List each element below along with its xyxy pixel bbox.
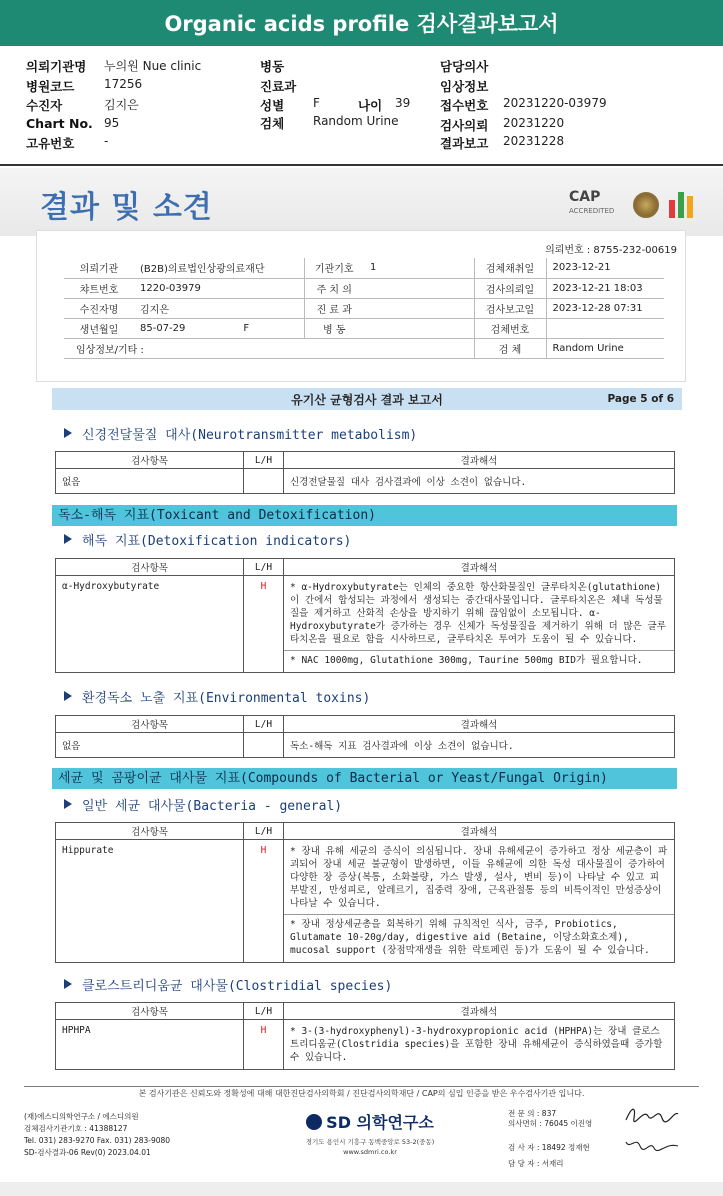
table-header-row: [56, 823, 675, 840]
patient-key: 임상정보/기타 :: [64, 338, 474, 358]
patient-value: [546, 318, 664, 338]
section-heading-text: 환경독소 노출 지표(Environmental toxins): [82, 691, 371, 706]
item-cell: HPHPA: [56, 1020, 244, 1070]
header-value: F: [313, 96, 320, 110]
header-label: 담당의사: [440, 59, 489, 74]
triangle-bullet-icon: [64, 799, 72, 809]
col-header: L/H: [244, 1003, 284, 1020]
page-indicator: Page 5 of 6: [607, 393, 674, 405]
triangle-bullet-icon: [64, 691, 72, 701]
header-label: 검사의뢰: [440, 118, 489, 133]
footer-divider: [24, 1086, 699, 1087]
patient-value: [364, 278, 474, 298]
item-cell: Hippurate: [56, 840, 244, 963]
cap-logo-subtext: ACCREDITED: [569, 207, 615, 215]
col-header: 검사항목: [56, 559, 244, 576]
header-info: [0, 50, 723, 164]
col-header: 검사항목: [56, 452, 244, 469]
header-value: 김지은: [104, 98, 139, 112]
birthdate: 85-07-29: [140, 322, 186, 334]
lab-logo-icon: [669, 192, 695, 218]
flag-cell: H: [244, 1020, 284, 1070]
report-title: Organic acids profile 검사결과보고서: [0, 0, 723, 46]
patient-value: 김지은: [134, 298, 304, 318]
patient-value: 2023-12-21: [546, 258, 664, 278]
item-cell: 없음: [56, 733, 244, 758]
patient-key: 수진자명: [64, 298, 134, 318]
result-table: [55, 715, 675, 758]
col-header: 검사항목: [56, 823, 244, 840]
section-heading: [64, 687, 370, 706]
patient-key: 검 체: [474, 338, 546, 358]
patient-key: 챠트번호: [64, 278, 134, 298]
section-heading-text: 클로스트리디움균 대사물(Clostridial species): [82, 979, 393, 994]
signature-image: [622, 1132, 682, 1154]
lab-address: 경기도 용인시 기흥구 동백중앙로 53-2(중동): [305, 1138, 435, 1146]
col-header: 결과해석: [284, 716, 675, 733]
table-row: [56, 1020, 675, 1070]
section-heading: [64, 975, 392, 994]
header-label: 의뢰기관명: [26, 59, 87, 74]
result-note: * 장내 유해 세균의 증식이 의심됩니다. 장내 유해세균이 증가하고 정상 세균층이 파괴되어 장내 세균 불균형이 발생하면, 이들 유해균에 의한 독성 대사물질이 증가하여 다양한 장 증상(복통, 소화불량, 가스 발생, 설사, 변비 등)이 나타날 수 있고 피부발진, 만성피로, 알레르기, 집중력 장애, 근육관절통 등의 비특이적인 만성증상이 나타날 수 있습니다.: [290, 846, 668, 909]
result-cell: [284, 576, 675, 673]
patient-value: 1: [364, 258, 474, 278]
patient-value: Random Urine: [546, 338, 664, 358]
patient-table: [64, 258, 664, 359]
table-header-row: [56, 1003, 675, 1020]
lab-name: SD 의학연구소: [326, 1113, 434, 1132]
patient-value: 2023-12-21 18:03: [546, 278, 664, 298]
lab-brand: [290, 1110, 450, 1156]
flag-cell: [244, 733, 284, 758]
patient-value: (B2B)의료법인상광의료재단: [134, 258, 304, 278]
patient-value: 2023-12-28 07:31: [546, 298, 664, 318]
flag-cell: [244, 469, 284, 494]
request-number: 의뢰번호 : 8755-232-00619: [545, 245, 677, 256]
sex: F: [243, 322, 250, 334]
result-cell: [284, 1020, 675, 1070]
signatory-line: 전 문 의 : 837: [508, 1109, 557, 1118]
cap-logo: [569, 190, 623, 220]
signatories: [508, 1106, 592, 1172]
signatory-line: 의사면허 : 76045 이진영: [508, 1119, 593, 1128]
result-table: [55, 822, 675, 963]
section-heading: [64, 424, 417, 443]
header-label: 병동: [260, 59, 285, 74]
col-header: 결과해석: [284, 452, 675, 469]
patient-value: [364, 318, 474, 338]
signature-image: [622, 1104, 682, 1126]
header-value: 20231228: [503, 134, 565, 148]
header-divider: [0, 164, 723, 166]
header-label: 임상정보: [440, 79, 489, 94]
table-header-row: [56, 559, 675, 576]
result-note: * 3-(3-hydroxyphenyl)-3-hydroxypropionic acid (HPHPA)는 장내 클로스트리디움균(Clostridia species)을 포함한 장내 유해세균이 증식하였을때 증가할 수 있습니다.: [290, 1026, 663, 1063]
header-label: 성별: [260, 98, 285, 113]
seal-icon: [633, 192, 659, 218]
header-label: Chart No.: [26, 116, 93, 131]
patient-key: 검사보고일: [474, 298, 546, 318]
header-label: 진료과: [260, 79, 297, 94]
result-cell: 독소-해독 지표 검사결과에 이상 소견이 없습니다.: [284, 733, 675, 758]
col-header: 결과해석: [284, 1003, 675, 1020]
table-header-row: [56, 716, 675, 733]
patient-value: [364, 298, 474, 318]
result-note: * α-Hydroxybutyrate는 인체의 중요한 항산화물질인 글루타치온(glutathione)이 간에서 합성되는 과정에서 생성되는 중간대사물입니다. 글루타치온은 체내 독성물질을 제거하고 산화적 손상을 방지하기 위해 끊임없이 소모됩니다. α-Hydroxybutyrate가 증가하는 경우 신체가 독성물질을 제거하기 위해 더 많은 글루타치온을 필요로 함을 시사하므로, 글루타치온 투여가 도움이 될 수 있습니다.: [290, 582, 666, 645]
table-row: [64, 298, 664, 318]
result-recommendation: * 장내 정상세균총을 회복하기 위해 규칙적인 식사, 금주, Probiotics, Glutamate 10-20g/day, digestive aid (Betaine, 이당소화효소제), mucosal support (장점막재생을 위한 락토페린 등)가 도움이 될 수 있습니다.: [284, 914, 674, 957]
col-header: L/H: [244, 716, 284, 733]
patient-key: 검체번호: [474, 318, 546, 338]
patient-value: [134, 318, 304, 338]
category-bar: 세균 및 곰팡이균 대사물 지표(Compounds of Bacterial or Yeast/Fungal Origin): [52, 768, 677, 789]
header-value: 20231220: [503, 116, 565, 130]
result-recommendation: * NAC 1000mg, Glutathione 300mg, Taurine 500mg BID가 필요합니다.: [284, 650, 674, 667]
col-header: 검사항목: [56, 716, 244, 733]
signatory-line: 담 당 자 : 서재리: [508, 1159, 564, 1168]
lab-logo: [290, 1110, 450, 1133]
header-label: 검체: [260, 116, 285, 131]
header-label: 병원코드: [26, 79, 75, 94]
lab-contact-line: (재)에스디의학연구소 / 에스디의원: [24, 1112, 139, 1121]
col-header: 검사항목: [56, 1003, 244, 1020]
header-label: 나이: [358, 98, 383, 113]
header-value: -: [104, 134, 109, 148]
report-bar: [52, 388, 682, 410]
patient-key: 의뢰기관: [64, 258, 134, 278]
header-label: 수진자: [26, 98, 63, 113]
item-cell: 없음: [56, 469, 244, 494]
flag-cell: H: [244, 576, 284, 673]
col-header: L/H: [244, 452, 284, 469]
table-row: [64, 258, 664, 278]
patient-key: 검체채취일: [474, 258, 546, 278]
header-value: 20231220-03979: [503, 96, 607, 110]
item-cell: α-Hydroxybutyrate: [56, 576, 244, 673]
bottom-strip: [0, 1182, 723, 1196]
report-bar-title: 유기산 균형검사 결과 보고서: [291, 392, 443, 407]
header-value: Random Urine: [313, 114, 399, 128]
patient-value: 1220-03979: [134, 278, 304, 298]
header-label: 접수번호: [440, 98, 489, 113]
patient-key: 병 동: [304, 318, 364, 338]
lab-website: www.sdmri.co.kr: [343, 1148, 397, 1156]
table-row: [64, 278, 664, 298]
lab-contact-line: Tel. 031) 283-9270 Fax. 031) 283-9080: [24, 1136, 171, 1145]
result-table: [55, 558, 675, 673]
header-label: 결과보고: [440, 136, 489, 151]
lab-contact-line: 검체검사기관기호 : 41388127: [24, 1124, 128, 1133]
header-value: 39: [395, 96, 411, 110]
col-header: L/H: [244, 823, 284, 840]
section-heading-text: 신경전달물질 대사(Neurotransmitter metabolism): [82, 428, 418, 443]
col-header: L/H: [244, 559, 284, 576]
triangle-bullet-icon: [64, 428, 72, 438]
section-heading: [64, 795, 342, 814]
signatory-line: 검 사 자 : 18492 정재현: [508, 1143, 590, 1152]
col-header: 결과해석: [284, 823, 675, 840]
table-header-row: [56, 452, 675, 469]
table-row: [64, 338, 664, 358]
result-cell: 신경전달물질 대사 검사결과에 이상 소견이 없습니다.: [284, 469, 675, 494]
section-heading-text: 일반 세균 대사물(Bacteria - general): [82, 799, 343, 814]
patient-key: 기관기호: [304, 258, 364, 278]
triangle-bullet-icon: [64, 979, 72, 989]
table-row: [56, 733, 675, 758]
sd-logo-icon: [306, 1114, 322, 1130]
table-row: [56, 576, 675, 673]
cap-logo-text: CAP: [569, 189, 601, 205]
result-table: [55, 1002, 675, 1070]
patient-key: 진 료 과: [304, 298, 364, 318]
section-heading: [64, 530, 351, 549]
table-row: [56, 469, 675, 494]
triangle-bullet-icon: [64, 534, 72, 544]
header-value: 95: [104, 116, 120, 130]
results-title: 결과 및 소견: [40, 190, 213, 225]
header-value: 누의원 Nue clinic: [104, 59, 202, 73]
certification-note: 본 검사기관은 신뢰도와 정확성에 대해 대한진단검사의학회 / 진단검사의학재단 / CAP의 심입 인증을 받은 우수검사기관 입니다.: [138, 1089, 585, 1098]
result-table: [55, 451, 675, 494]
section-heading-text: 해독 지표(Detoxification indicators): [82, 534, 352, 549]
table-row: [64, 318, 664, 338]
accreditation-logos: [569, 190, 695, 220]
header-label: 고유번호: [26, 136, 75, 151]
flag-cell: H: [244, 840, 284, 963]
col-header: 결과해석: [284, 559, 675, 576]
result-cell: [284, 840, 675, 963]
lab-contact-line: SD-검사결과-06 Rev(0) 2023.04.01: [24, 1148, 151, 1157]
patient-key: 검사의뢰일: [474, 278, 546, 298]
category-bar: 독소-해독 지표(Toxicant and Detoxification): [52, 505, 677, 526]
patient-key: 생년월일: [64, 318, 134, 338]
patient-key: 주 치 의: [304, 278, 364, 298]
table-row: [56, 840, 675, 963]
header-value: 17256: [104, 77, 143, 91]
lab-contact: [24, 1111, 170, 1159]
